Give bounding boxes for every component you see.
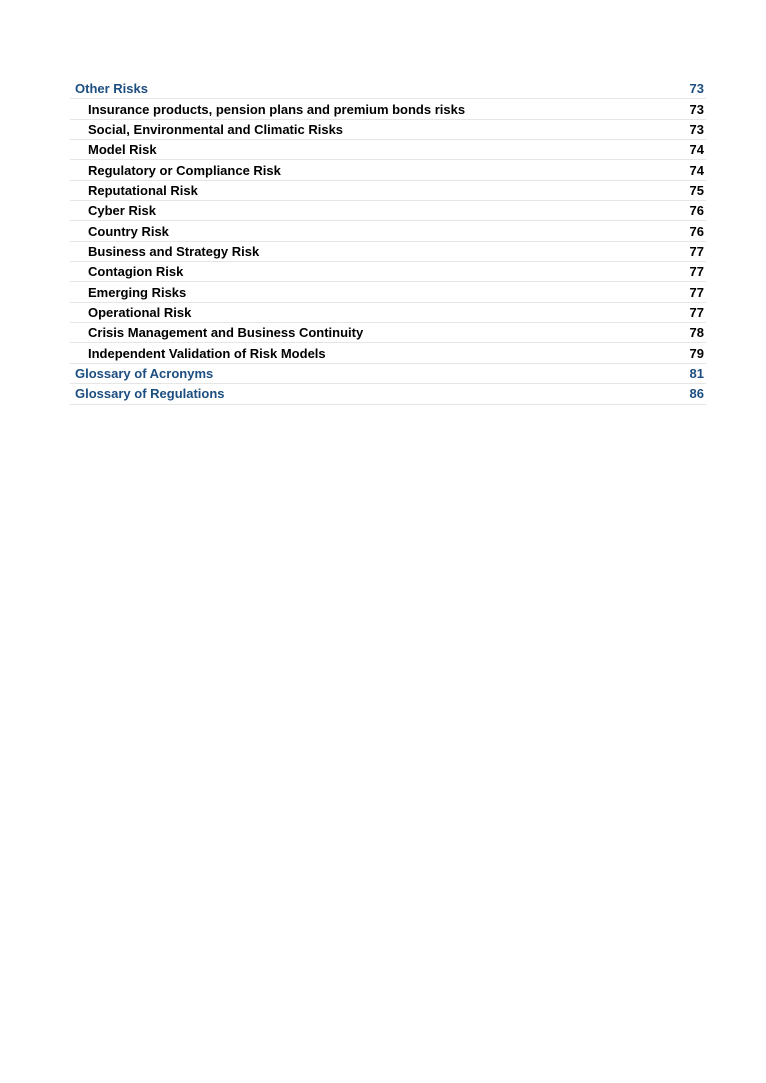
toc-entry-page: 73 [689,81,704,97]
toc-entry-page: 86 [689,386,704,402]
toc-entry-page: 75 [689,182,704,198]
toc-entry-glossary-regulations[interactable] [70,384,706,404]
toc-entry-title: Glossary of Acronyms [75,365,214,381]
toc-entry-title: Reputational Risk [88,182,198,198]
toc-entry-title: Country Risk [88,223,169,239]
toc-entry-page: 74 [689,162,704,178]
toc-entry-regulatory-compliance-risk[interactable] [70,160,706,180]
toc-entry-title: Crisis Management and Business Continuity [88,325,364,341]
toc-entry-title: Emerging Risks [88,284,187,300]
toc-entry-crisis-management[interactable] [70,323,706,343]
toc-entry-title: Operational Risk [88,304,192,320]
toc-entry-independent-validation[interactable] [70,343,706,363]
toc-entry-contagion-risk[interactable] [70,262,706,282]
toc-entry-social-environmental-climatic-risks[interactable] [70,120,706,140]
toc-entry-page: 73 [689,121,704,137]
toc-entry-cyber-risk[interactable] [70,201,706,221]
toc-entry-page: 81 [689,365,704,381]
toc-entry-page: 76 [689,203,704,219]
toc-entry-page: 78 [689,325,704,341]
toc-entry-model-risk[interactable] [70,140,706,160]
toc-entry-title: Glossary of Regulations [75,386,225,402]
toc-entry-title: Business and Strategy Risk [88,243,260,259]
toc-entry-page: 76 [689,223,704,239]
toc-entry-country-risk[interactable] [70,221,706,241]
toc-entry-title: Contagion Risk [88,264,184,280]
toc-entry-title: Cyber Risk [88,203,156,219]
toc-entry-page: 79 [689,345,704,361]
toc-entry-page: 77 [689,304,704,320]
toc-entry-reputational-risk[interactable] [70,181,706,201]
toc-entry-page: 77 [689,284,704,300]
toc-entry-title: Model Risk [88,142,157,158]
toc-entry-operational-risk[interactable] [70,303,706,323]
toc-entry-page: 77 [689,243,704,259]
toc-entry-title: Insurance products, pension plans and premium bonds risks [88,101,466,117]
toc-entry-title: Independent Validation of Risk Models [88,345,326,361]
toc-entry-business-strategy-risk[interactable] [70,242,706,262]
toc-entry-page: 74 [689,142,704,158]
toc-entry-insurance-risks[interactable] [70,99,706,119]
table-of-contents [70,79,706,405]
toc-entry-title: Regulatory or Compliance Risk [88,162,281,178]
toc-entry-other-risks[interactable] [70,79,706,99]
toc-entry-page: 73 [689,101,704,117]
toc-entry-page: 77 [689,264,704,280]
toc-entry-glossary-acronyms[interactable] [70,364,706,384]
toc-entry-emerging-risks[interactable] [70,282,706,302]
toc-entry-title: Social, Environmental and Climatic Risks [88,121,344,137]
toc-entry-title: Other Risks [75,81,148,97]
